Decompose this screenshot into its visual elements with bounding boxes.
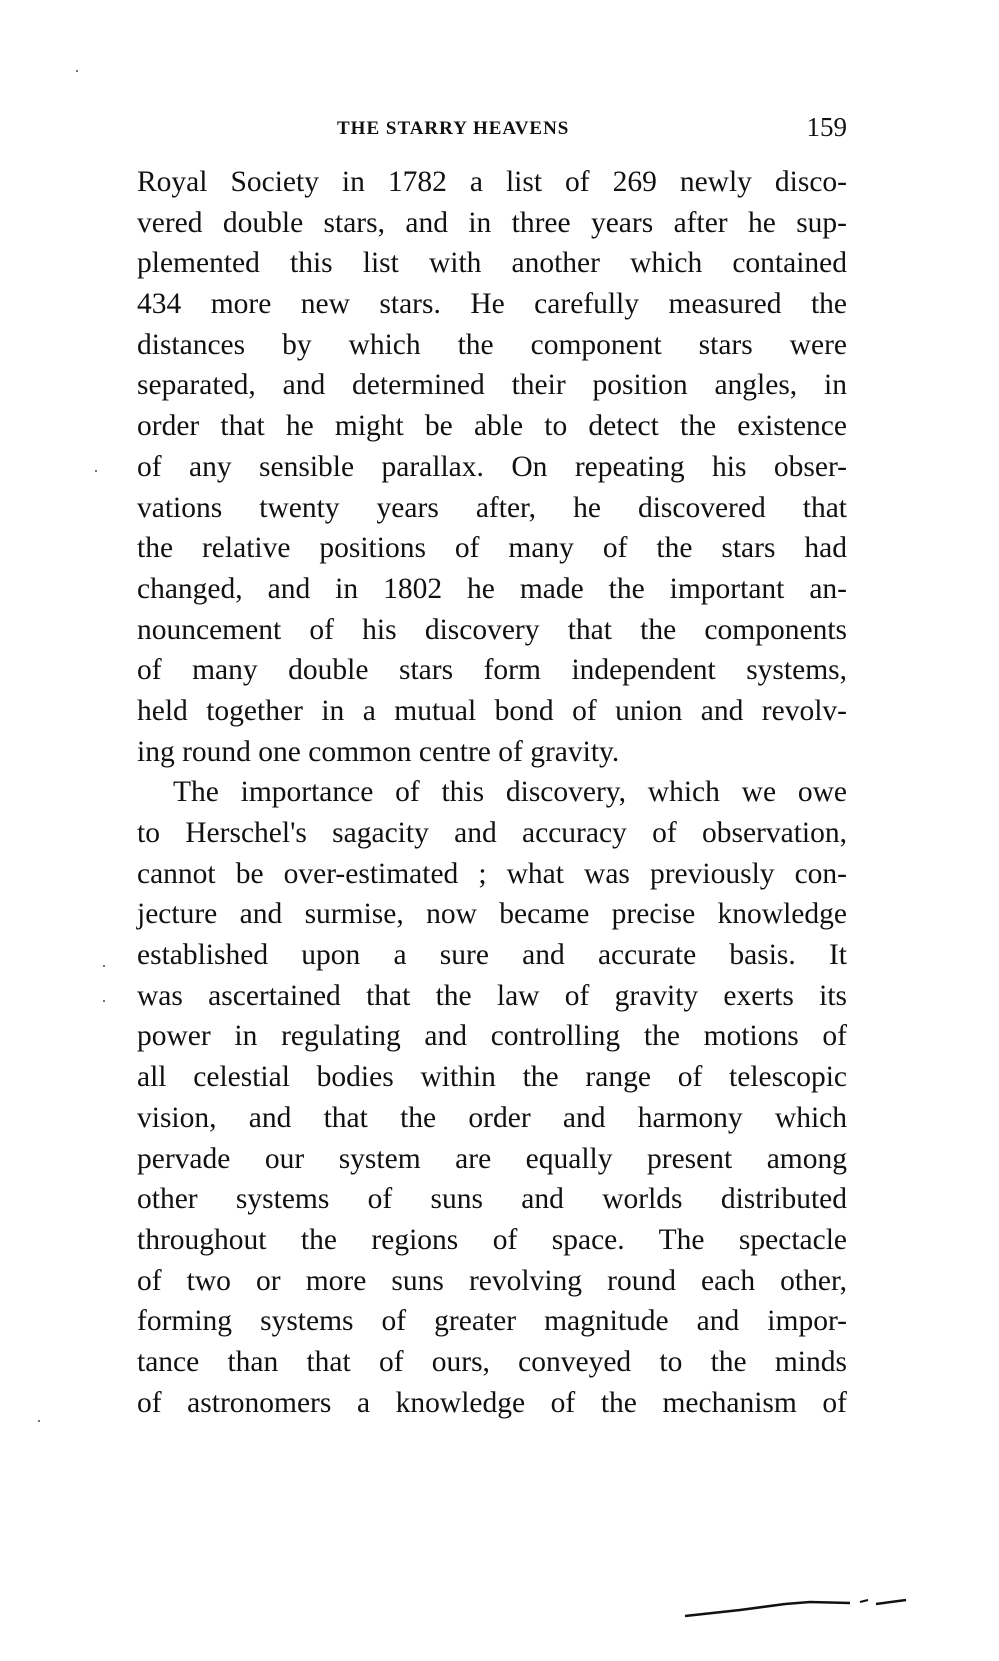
text-line: Royal Society in 1782 a list of 269 newly disco- bbox=[137, 166, 847, 198]
text-line: of many double stars form independent systems, bbox=[137, 654, 847, 687]
scan-speck bbox=[38, 1420, 40, 1422]
text-line: The importance of this discovery, which we owe bbox=[173, 776, 847, 809]
scan-speck bbox=[103, 965, 105, 967]
paragraph-1 bbox=[137, 162, 847, 772]
text-line: to Herschel's sagacity and accuracy of observation, bbox=[137, 817, 847, 849]
scan-speck bbox=[103, 1000, 105, 1002]
body-text bbox=[137, 162, 847, 1423]
text-line: jecture and surmise, now became precise knowledge bbox=[137, 898, 847, 931]
text-line: of any sensible parallax. On repeating his obser- bbox=[137, 450, 847, 483]
text-line: cannot be over-estimated ; what was previously con- bbox=[137, 857, 847, 890]
page-header bbox=[137, 112, 847, 144]
page-number: 159 bbox=[806, 112, 847, 142]
text-line: plemented this list with another which contained bbox=[137, 247, 847, 280]
text-line: held together in a mutual bond of union and revolv- bbox=[137, 694, 847, 727]
text-line: all celestial bodies within the range of telescopic bbox=[137, 1061, 847, 1094]
text-line: of two or more suns revolving round each other, bbox=[137, 1264, 847, 1297]
text-line: vered double stars, and in three years after he sup- bbox=[137, 206, 847, 239]
running-title: THE STARRY HEAVENS bbox=[337, 118, 570, 139]
text-line: separated, and determined their position angles, in bbox=[137, 369, 847, 402]
text-line: forming systems of greater magnitude and impor- bbox=[137, 1305, 847, 1338]
text-line: 434 more new stars. He carefully measured the bbox=[137, 288, 847, 321]
text-line: changed, and in 1802 he made the important an- bbox=[137, 572, 847, 605]
text-line: power in regulating and controlling the motions of bbox=[137, 1020, 847, 1053]
text-line: tance than that of ours, conveyed to the minds bbox=[137, 1345, 847, 1378]
text-line: nouncement of his discovery that the components bbox=[137, 613, 847, 646]
text-line: vision, and that the order and harmony which bbox=[137, 1101, 847, 1134]
text-line: distances by which the component stars were bbox=[137, 328, 847, 361]
text-line: of astronomers a knowledge of the mechanism of bbox=[137, 1386, 847, 1419]
paragraph-2 bbox=[137, 772, 847, 1423]
text-line: order that he might be able to detect the existence bbox=[137, 410, 847, 443]
scan-speck bbox=[76, 70, 78, 72]
scan-speck bbox=[95, 470, 97, 472]
text-line: vations twenty years after, he discovered that bbox=[137, 491, 847, 524]
text-line: ing round one common centre of gravity. bbox=[137, 735, 620, 768]
text-line: established upon a sure and accurate basis. It bbox=[137, 939, 847, 972]
text-line: the relative positions of many of the stars had bbox=[137, 532, 847, 565]
scan-mark-decoration bbox=[670, 1590, 910, 1620]
text-line: was ascertained that the law of gravity exerts its bbox=[137, 979, 847, 1012]
text-line: pervade our system are equally present among bbox=[137, 1142, 847, 1175]
text-line: throughout the regions of space. The spectacle bbox=[137, 1223, 847, 1256]
text-line: other systems of suns and worlds distributed bbox=[137, 1183, 847, 1216]
